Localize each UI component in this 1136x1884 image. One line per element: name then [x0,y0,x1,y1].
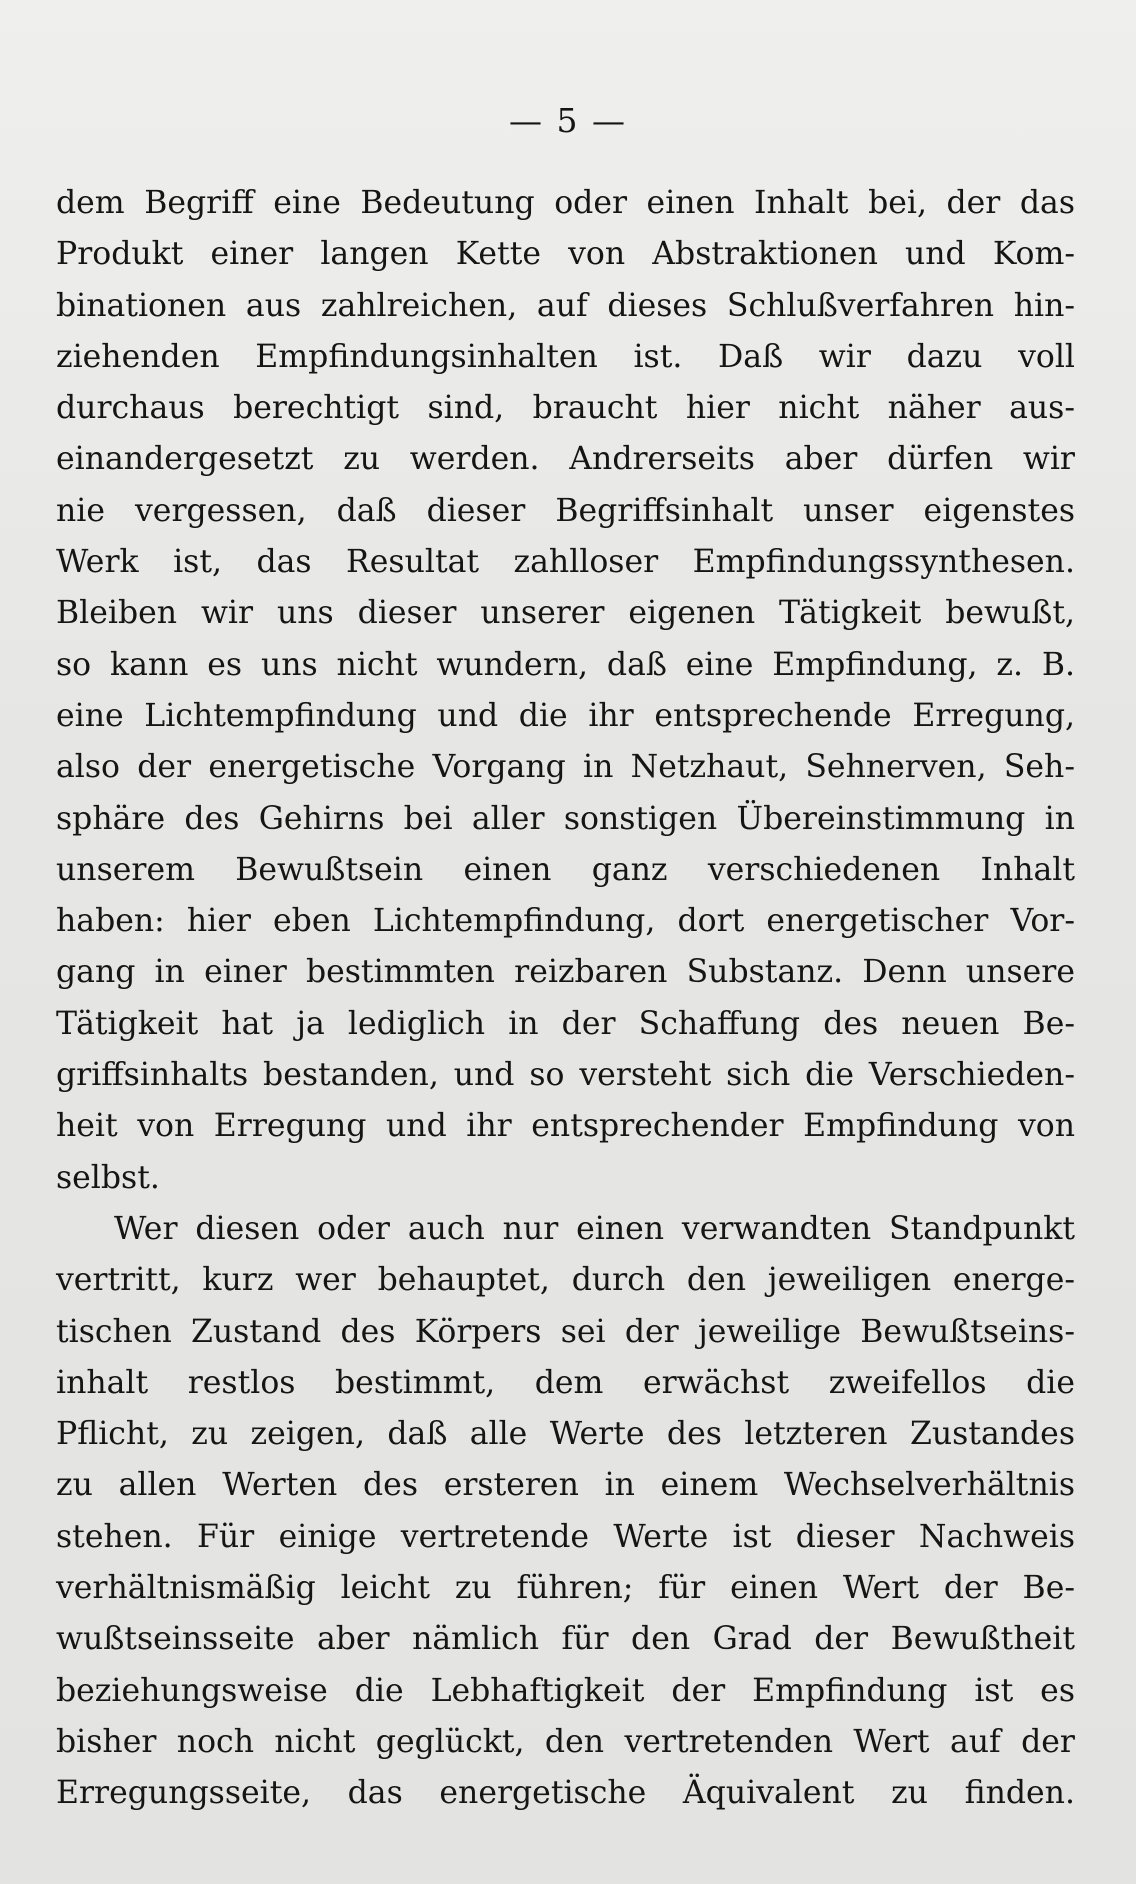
text-line: Bleiben wir uns dieser unserer eigenen Tätigkeit bewußt, [56,595,1075,632]
text-line: dem Begriff eine Bedeutung oder einen Inhalt bei, der das [56,185,1075,221]
text-line: selbst. [56,1159,160,1196]
text-line: Erregungsseite, das energetische Äquivalent zu finden. [56,1775,1075,1812]
text-line: Wer diesen oder auch nur einen verwandten Standpunkt [114,1210,1075,1247]
text-line: nie vergessen, daß dieser Begriffsinhalt unser eigenstes [56,492,1075,529]
text-line: unserem Bewußtsein einen ganz verschiedenen Inhalt [56,851,1075,888]
text-line: Werk ist, das Resultat zahlloser Empfindungssynthesen. [56,544,1075,581]
text-line: Pflicht, zu zeigen, daß alle Werte des letzteren Zustandes [56,1416,1075,1453]
text-line: einandergesetzt zu werden. Andrerseits aber dürfen wir [56,441,1075,478]
text-line: wußtseinsseite aber nämlich für den Grad der Bewußtheit [56,1621,1075,1658]
text-line: bisher noch nicht geglückt, den vertretenden Wert auf der [56,1723,1075,1760]
text-line: stehen. Für einige vertretende Werte ist dieser Nachweis [56,1518,1075,1555]
text-line: beziehungsweise die Lebhaftigkeit der Empfindung ist es [56,1672,1075,1709]
paragraph-1 [56,178,1075,1204]
body-text [56,178,1075,1820]
text-line: verhältnismäßig leicht zu führen; für einen Wert der Be- [56,1570,1075,1607]
text-line: haben: hier eben Lichtempfindung, dort energetischer Vor- [56,903,1075,940]
text-line: Produkt einer langen Kette von Abstraktionen und Kom- [56,236,1075,273]
text-line: eine Lichtempfindung und die ihr entsprechende Erregung, [56,697,1075,734]
text-line: binationen aus zahlreichen, auf dieses Schlußverfahren hin- [56,287,1075,324]
text-line: so kann es uns nicht wundern, daß eine Empfindung, z. B. [56,646,1075,683]
text-line: durchaus berechtigt sind, braucht hier nicht näher aus- [56,390,1075,427]
paragraph-2 [56,1204,1075,1820]
text-line: gang in einer bestimmten reizbaren Substanz. Denn unsere [56,954,1075,991]
text-line: heit von Erregung und ihr entsprechender Empfindung von [56,1108,1075,1145]
text-line: ziehenden Empfindungsinhalten ist. Daß wir dazu voll [56,338,1075,375]
text-line: sphäre des Gehirns bei aller sonstigen Übereinstimmung in [56,800,1075,837]
text-line: tischen Zustand des Körpers sei der jeweilige Bewußtseins- [56,1313,1075,1350]
text-line: griffsinhalts bestanden, und so versteht sich die Verschieden- [56,1057,1075,1094]
text-line: also der energetische Vorgang in Netzhaut, Sehnerven, Seh- [56,749,1075,786]
text-line: inhalt restlos bestimmt, dem erwächst zweifellos die [56,1364,1075,1401]
page-number: — 5 — [509,101,627,140]
text-line: vertritt, kurz wer behauptet, durch den jeweiligen energe- [56,1262,1075,1299]
text-line: zu allen Werten des ersteren in einem Wechselverhältnis [56,1467,1075,1504]
text-line: Tätigkeit hat ja lediglich in der Schaffung des neuen Be- [56,1005,1075,1042]
